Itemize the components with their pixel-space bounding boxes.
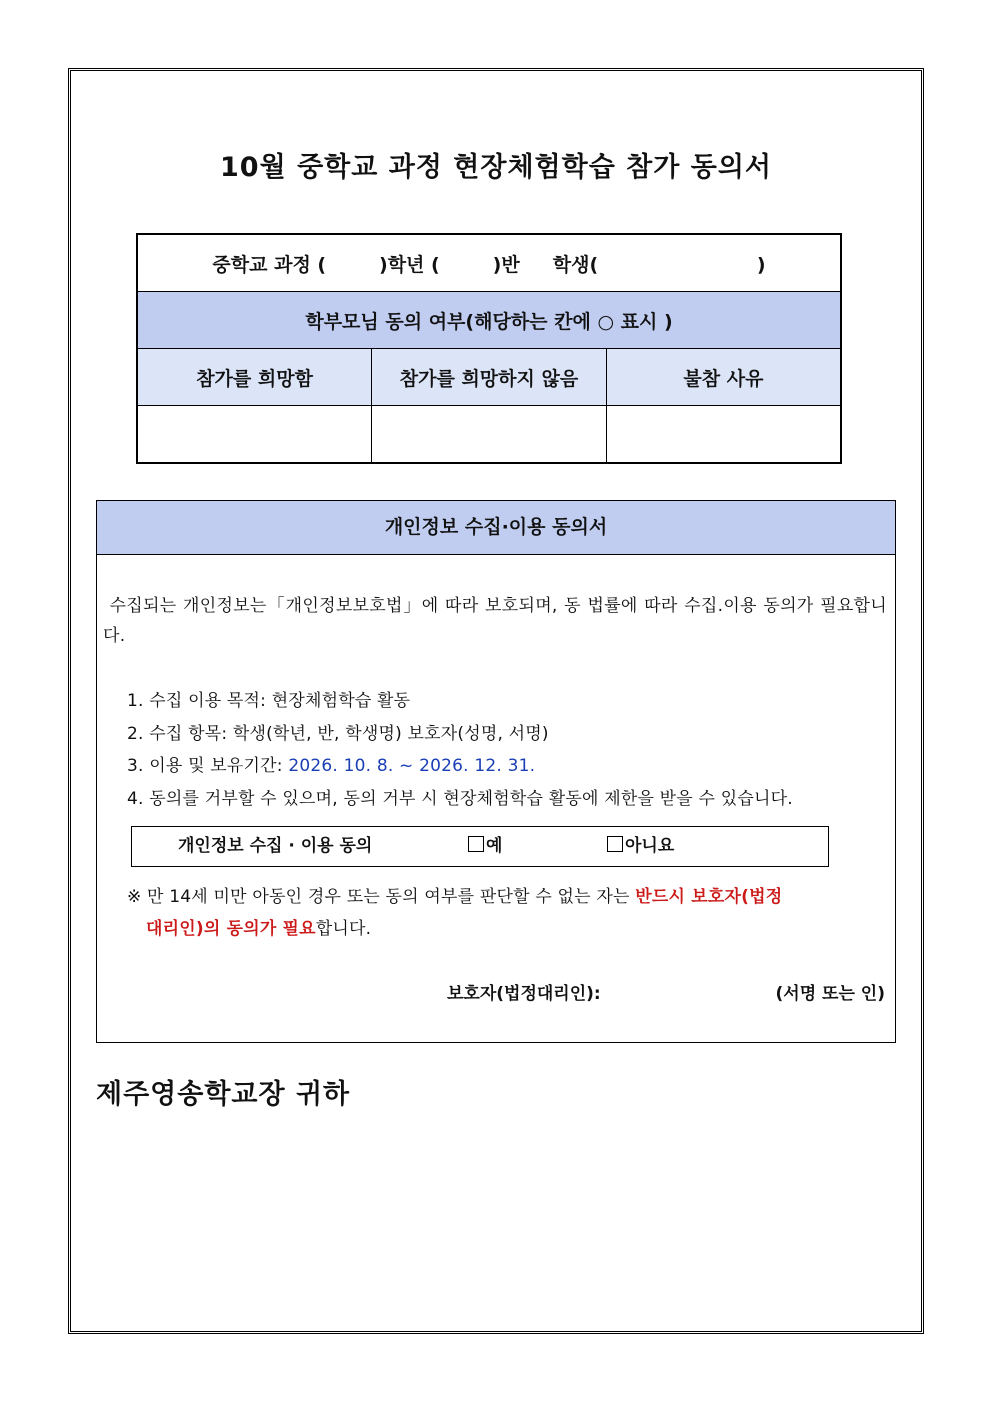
addressee: 제주영송학교장 귀하 <box>96 1079 351 1110</box>
cell-wish-to-participate[interactable] <box>137 406 372 464</box>
privacy-item: 2. 수집 항목: 학생(학년, 반, 학생명) 보호자(성명, 서명) <box>127 723 549 744</box>
privacy-consent-section <box>96 500 896 1043</box>
student-info-line: 중학교 과정 ( )학년 ( )반 학생( ) <box>137 234 841 292</box>
privacy-item: 1. 수집 이용 목적: 현장체험학습 활동 <box>127 691 411 711</box>
column-header-not-participate: 참가를 희망하지 않음 <box>372 349 607 406</box>
privacy-item: 4. 동의를 거부할 수 있으며, 동의 거부 시 현장체험학습 활동에 제한을 받을 수 있습니다. <box>127 788 793 809</box>
guardian-consent-note: ※ 만 14세 미만 아동인 경우 또는 동의 여부를 판단할 수 없는 자는 반드시 보호자(법정 대리인)의 동의가 필요합니다. <box>127 887 783 939</box>
agree-yes-option[interactable]: 예 <box>468 827 502 866</box>
privacy-agree-label: 개인정보 수집 · 이용 동의 <box>178 836 373 856</box>
privacy-agree-box <box>131 826 829 867</box>
cell-not-participate[interactable] <box>372 406 607 464</box>
privacy-item-list <box>127 685 887 815</box>
checkbox-icon[interactable] <box>468 836 484 852</box>
agree-no-option[interactable]: 아니요 <box>607 827 674 866</box>
column-header-wish-to-participate: 참가를 희망함 <box>137 349 372 406</box>
participation-consent-table <box>136 233 842 464</box>
checkbox-icon[interactable] <box>607 836 623 852</box>
privacy-intro-text: 수집되는 개인정보는「개인정보보호법」에 따라 보호되며, 동 법률에 따라 수집.이용 동의가 필요합니다. <box>103 596 887 646</box>
guardian-signature-label: 보호자(법정대리인): <box>447 984 601 1004</box>
document-title: 10월 중학교 과정 현장체험학습 참가 동의서 <box>220 152 772 183</box>
privacy-item: 3. 이용 및 보유기간: 2026. 10. 8. ~ 2026. 12. 31. <box>127 756 536 776</box>
cell-absence-reason[interactable] <box>606 406 841 464</box>
privacy-consent-header: 개인정보 수집·이용 동의서 <box>97 501 895 555</box>
column-header-absence-reason: 불참 사유 <box>606 349 841 406</box>
retention-period: 2026. 10. 8. ~ 2026. 12. 31. <box>288 756 536 776</box>
parent-consent-header: 학부모님 동의 여부(해당하는 칸에 ○ 표시 ) <box>137 292 841 349</box>
signature-or-seal-note: (서명 또는 인) <box>775 984 885 1004</box>
